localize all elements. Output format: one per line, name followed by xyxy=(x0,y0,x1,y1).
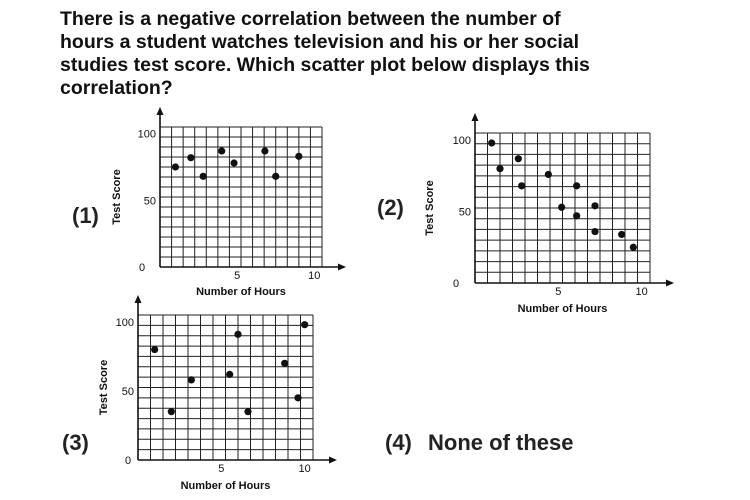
y-axis-label: Test Score xyxy=(424,180,436,236)
x-tick-label: 5 xyxy=(218,463,225,475)
y-axis-label: Test Score xyxy=(98,359,110,416)
data-point xyxy=(281,360,288,367)
x-axis-arrow-icon xyxy=(329,457,337,464)
x-tick-label: 10 xyxy=(298,463,311,475)
question-line: correlation? xyxy=(60,77,173,99)
x-axis-label: Number of Hours xyxy=(180,480,271,492)
data-point xyxy=(188,376,195,383)
x-tick-label: 0 xyxy=(124,455,132,467)
y-tick-label: 50 xyxy=(143,195,156,208)
x-tick-label: 5 xyxy=(234,270,241,282)
x-axis-label: Number of Hours xyxy=(517,303,608,315)
question-line: studies test score. Which scatter plot below displays this xyxy=(60,54,590,76)
option-4-text: None of these xyxy=(428,430,574,455)
x-tick-label: 5 xyxy=(555,286,562,298)
y-axis-label: Test Score xyxy=(111,169,123,225)
y-axis-arrow-icon xyxy=(135,295,142,303)
grid xyxy=(138,315,313,460)
option-2-label[interactable]: (2) xyxy=(377,195,404,220)
y-tick-label: 50 xyxy=(458,206,471,219)
option-3-label[interactable]: (3) xyxy=(62,430,89,455)
question-line: hours a student watches television and his or her social xyxy=(60,31,580,53)
x-tick-label: 10 xyxy=(308,270,321,282)
data-point xyxy=(234,331,241,338)
y-tick-label: 100 xyxy=(452,135,471,148)
x-tick-label: 10 xyxy=(635,286,648,298)
y-tick-label: 100 xyxy=(115,316,134,329)
data-point xyxy=(168,408,175,415)
x-tick-label: 0 xyxy=(452,278,460,290)
data-point xyxy=(294,394,301,401)
data-point xyxy=(301,321,308,328)
x-axis-label: Number of Hours xyxy=(196,286,286,298)
option-1-label[interactable]: (1) xyxy=(72,203,99,228)
option-4-label: (4) xyxy=(385,430,412,455)
y-tick-label: 100 xyxy=(137,128,156,141)
data-point xyxy=(151,346,158,353)
option-4[interactable] xyxy=(385,430,573,456)
y-tick-label: 50 xyxy=(121,385,134,398)
question-line: There is a negative correlation between the number of xyxy=(60,8,561,30)
data-point xyxy=(226,371,233,378)
x-tick-label: 0 xyxy=(138,262,146,274)
data-point xyxy=(244,408,251,415)
